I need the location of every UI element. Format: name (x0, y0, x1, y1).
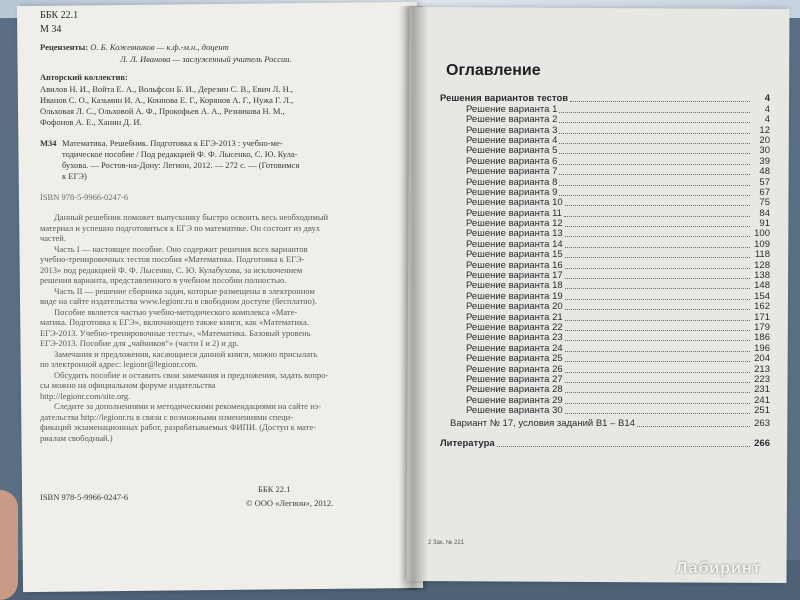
toc-variant-label: Решение варианта 19 (466, 290, 563, 302)
toc-variant-label: Решение варианта 21 (466, 311, 563, 323)
toc-variant-row (440, 406, 770, 416)
toc-variant-list (440, 104, 770, 416)
toc-variant-label: Решение варианта 26 (466, 363, 563, 375)
toc-variant-label: Решение варианта 9 (466, 186, 558, 198)
toc-leader (559, 133, 750, 134)
paragraph-line: виде на сайте издательства www.legionr.ru в свободном доступе (бесплатно). (40, 296, 317, 306)
toc-leader (559, 112, 750, 113)
paragraph-line: ЕГЭ-2013. Пособие для „чайников“» (части I и 2) и др. (40, 338, 239, 348)
toc-variant-page: 4 (764, 103, 770, 115)
toc-variant-label: Решение варианта 23 (466, 332, 563, 344)
table-of-contents (440, 94, 770, 449)
paragraph-line: Пособие является частью учебно-методического комплекса «Мате- (54, 306, 298, 317)
toc-leader (559, 164, 750, 165)
toc-variant-page: 251 (754, 405, 770, 417)
thumb (0, 490, 18, 600)
isbn-top: ISBN 978-5-9966-0247-6 (40, 192, 129, 202)
isbn-bottom: ISBN 978-5-9966-0247-6 (40, 492, 129, 502)
paragraph-line: Обсудить пособие и оставить свои замечания и предложения, задать вопро- (54, 369, 329, 380)
toc-leader (565, 278, 750, 279)
labirint-watermark-logo: Лабиринт (676, 560, 762, 577)
toc-leader (559, 153, 750, 154)
book-gutter (398, 6, 428, 590)
toc-leader (565, 226, 750, 227)
paragraph-line: частей. (40, 233, 66, 243)
toc-leader (565, 247, 750, 248)
bib-line: тодическое пособие / Под редакцией Ф. Ф. Лысенко, С. Ю. Кула- (62, 149, 298, 159)
authors-line: Фофонов А. Е., Ханин Д. И. (40, 117, 142, 127)
paragraph-line: фикаций экзаменационных работ, разрабатываемых ФИПИ. (Доступ к мате- (40, 422, 317, 432)
toc-leader (565, 309, 750, 310)
reviewers-label (40, 42, 229, 53)
toc-leader (565, 403, 750, 404)
toc-variant-label: Решение варианта 29 (466, 394, 563, 406)
toc-variant-page: 84 (759, 207, 770, 219)
toc-variant-label: Решение варианта 10 (466, 197, 563, 209)
authors-line: Авилов Н. И., Войта Е. А., Вольфсон Б. И., Дерезин С. В., Евич Л. Н., (40, 84, 294, 94)
paragraph-line: решения варианта, представленного в учебном пособии полностью. (40, 275, 287, 285)
toc-variant-label: Решение варианта 4 (466, 134, 558, 146)
toc-leader (559, 174, 750, 175)
toc-leader (559, 185, 750, 186)
toc-extra-label: Вариант № 17, условия заданий В1 – В14 (450, 417, 635, 429)
print-order-code: 2 Зак. № 221 (428, 540, 465, 546)
toc-leader (565, 330, 750, 331)
toc-variant-label: Решение варианта 12 (466, 218, 563, 230)
toc-variant-label: Решение варианта 3 (466, 124, 558, 136)
toc-variant-page: 171 (754, 311, 770, 323)
toc-leader (570, 101, 750, 102)
annotation-paragraph (40, 212, 380, 443)
toc-variant-label: Решение варианта 8 (466, 176, 558, 188)
toc-variant-page: 138 (754, 270, 770, 282)
toc-variant-label: Решение варианта 6 (466, 155, 558, 167)
toc-variant-page: 57 (759, 176, 770, 188)
toc-variant-label: Решение варианта 14 (466, 238, 563, 250)
toc-variant-label: Решение варианта 20 (466, 301, 563, 313)
toc-leader (497, 446, 750, 447)
toc-variant-page: 67 (759, 186, 770, 198)
toc-leader (565, 372, 750, 373)
toc-leader (565, 413, 750, 414)
toc-variant-label: Решение варианта 30 (466, 405, 563, 417)
toc-variant-page: 241 (754, 394, 770, 406)
toc-leader (564, 216, 750, 217)
toc-leader (565, 288, 750, 289)
paragraph-line: Часть I — настоящее пособие. Оно содержит решения всех вариантов (54, 243, 308, 254)
toc-variant-page: 213 (754, 363, 770, 375)
toc-variant-page: 20 (759, 134, 770, 146)
paragraph-line: Часть II — решение сборника задач, которые размещены в электронном (54, 285, 315, 296)
toc-variant-label: Решение варианта 11 (466, 207, 562, 219)
toc-variant-page: 12 (759, 124, 770, 136)
toc-variant-page: 30 (759, 145, 770, 157)
toc-variant-label: Решение варианта 13 (466, 228, 563, 240)
toc-leader (565, 392, 750, 393)
toc-variant-page: 162 (754, 301, 770, 313)
toc-variant-page: 48 (759, 166, 770, 178)
toc-literature-row (440, 439, 770, 449)
toc-variant-page: 91 (759, 218, 770, 230)
bib-line: Математика. Решебник. Подготовка к ЕГЭ-2013 : учебно-ме- (62, 138, 283, 148)
toc-variant-page: 100 (754, 228, 770, 240)
authors-line: Ольховая Л. С., Ольховой А. Ф., Прокофьев А. А., Резникова Н. М., (40, 106, 285, 116)
reviewer-1: О. Б. Кожевников — к.ф.-м.н., доцент (90, 42, 229, 52)
toc-variant-label: Решение варианта 5 (466, 145, 558, 157)
toc-variant-label: Решение варианта 1 (466, 103, 558, 115)
toc-leader (565, 299, 750, 300)
bbk-code-bottom: ББК 22.1 (258, 484, 291, 494)
toc-variant-label: Решение варианта 7 (466, 166, 558, 178)
toc-variant-label: Решение варианта 22 (466, 321, 563, 333)
toc-variant-page: 75 (759, 197, 770, 209)
bib-line: к ЕГЭ) (62, 171, 87, 181)
toc-extra-page: 263 (754, 417, 770, 429)
toc-leader (559, 143, 750, 144)
reviewer-2: Л. Л. Иванова — заслуженный учитель России. (120, 54, 292, 64)
toc-variant-page: 4 (764, 114, 770, 126)
authors-line: Иванов С. О., Казьмин И. А., Коннова Е. Г., Корянов А. Г., Нужа Г. Л., (40, 95, 294, 105)
toc-variant-page: 186 (754, 332, 770, 344)
toc-variant-label: Решение варианта 24 (466, 342, 563, 354)
paragraph-line: матика. Подготовка к ЕГЭ», включающего также книги, как «Математика. (40, 317, 309, 327)
toc-extra-row (440, 418, 770, 428)
toc-variant-page: 148 (754, 280, 770, 292)
bib-line: бухова. — Ростов-на-Дону: Легион, 2012. — 272 с. — (Готовимся (62, 160, 300, 170)
toc-variant-page: 118 (754, 249, 770, 261)
toc-variant-page: 223 (754, 373, 770, 385)
toc-leader (637, 426, 750, 427)
toc-literature-label: Литература (440, 437, 495, 449)
reviewers-label-text: Рецензенты: (40, 42, 89, 52)
toc-leader (565, 340, 750, 341)
toc-variant-page: 196 (754, 342, 770, 354)
paragraph-line: Данный решебник поможет выпускнику быстро освоить весь необходимый (54, 212, 329, 222)
toc-leader (565, 361, 750, 362)
authors-heading: Авторский коллектив: (40, 72, 128, 82)
toc-leader (565, 257, 750, 258)
paragraph-line: по электронной адрес: legionr@legionr.com. (40, 359, 198, 369)
bib-code: М34 (40, 138, 57, 148)
toc-variant-page: 154 (754, 290, 770, 302)
toc-variant-page: 128 (754, 259, 770, 271)
toc-variant-label: Решение варианта 28 (466, 384, 563, 396)
copyright: © ООО «Легион», 2012. (246, 498, 334, 508)
toc-leader (565, 236, 750, 237)
toc-leader (565, 268, 750, 269)
paragraph-line: учебно-тренировочных тестов пособия «Математика. Подготовка к ЕГЭ- (40, 254, 305, 264)
toc-variant-label: Решение варианта 16 (466, 259, 563, 271)
toc-variant-label: Решение варианта 2 (466, 114, 558, 126)
toc-leader (565, 351, 750, 352)
toc-section-label: Решения вариантов тестов (440, 93, 569, 105)
toc-variant-label: Решение варианта 18 (466, 280, 563, 292)
toc-leader (559, 122, 750, 123)
toc-leader (559, 195, 750, 196)
toc-variant-label: Решение варианта 17 (466, 270, 563, 282)
paragraph-line: дательства http://legionr.ru в связи с возможными изменениями специ- (40, 411, 294, 422)
toc-variant-page: 231 (754, 384, 770, 396)
paragraph-line: материал и успешно подготовиться к ЕГЭ по математике. Он состоит из двух (40, 222, 321, 233)
paragraph-line: 2013» под редакцией Ф. Ф. Лысенко, С. Ю. Кулабухова, за исключением (40, 264, 303, 275)
toc-literature-page: 266 (754, 437, 770, 449)
paragraph-line: ЕГЭ-2013. Учебно-тренировочные тесты», «Математика. Базовый уровень (40, 327, 311, 338)
paragraph-line: Замечания и предложения, касающиеся данной книги, можно присылать (54, 348, 318, 359)
paragraph-line: сы можно на официальном форуме издательства (40, 380, 216, 390)
toc-variant-label: Решение варианта 27 (466, 373, 563, 385)
toc-variant-page: 109 (754, 238, 770, 250)
catalog-code-top: М 34 (40, 24, 62, 35)
toc-leader (565, 205, 750, 206)
paragraph-line: Следите за дополнениями и методическими рекомендациями на сайте из- (54, 401, 321, 411)
toc-variant-label: Решение варианта 25 (466, 353, 563, 365)
paragraph-line: http://legionr.com/site.org. (40, 390, 131, 401)
toc-variant-page: 179 (754, 321, 770, 333)
toc-leader (565, 320, 750, 321)
toc-variant-page: 39 (759, 155, 770, 167)
toc-title: Оглавление (446, 62, 541, 79)
paragraph-line: риалам свободный.) (40, 432, 113, 443)
toc-variant-label: Решение варианта 15 (466, 249, 563, 261)
toc-variant-page: 204 (754, 353, 770, 365)
toc-section-page: 4 (764, 93, 770, 105)
toc-leader (565, 382, 750, 383)
bbk-code-top: ББК 22.1 (40, 10, 79, 21)
